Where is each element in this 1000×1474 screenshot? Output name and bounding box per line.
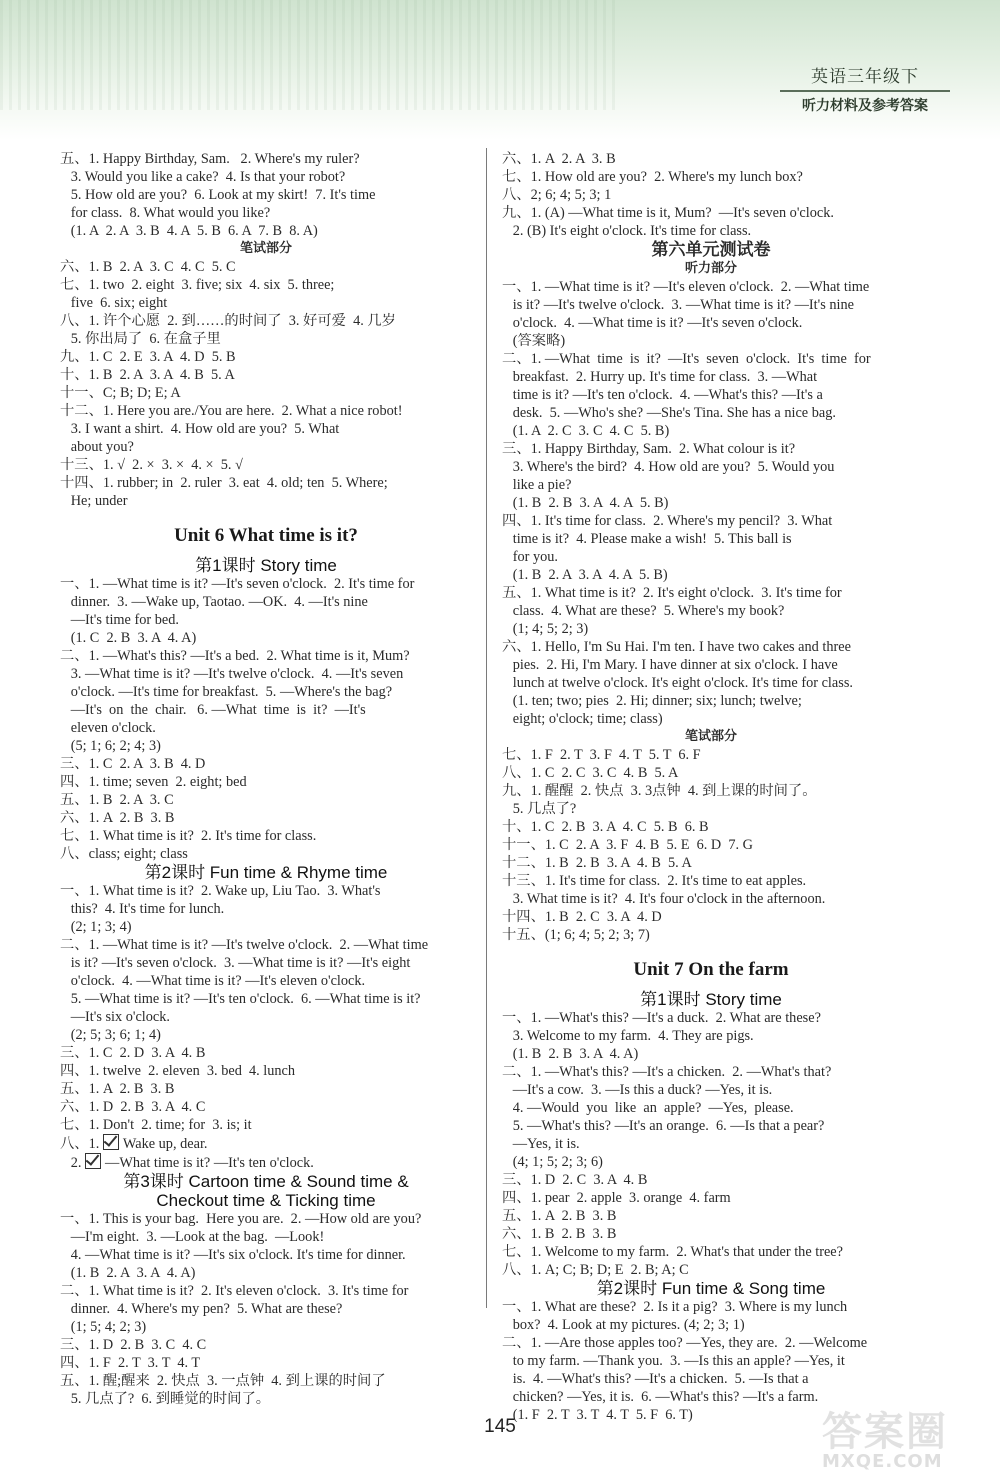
answer-line: 二、1. What time is it? 2. It's eleven o'clock. 3. It's time for xyxy=(60,1283,409,1299)
answer-line: 九、1. C 2. E 3. A 4. D 5. B xyxy=(60,349,236,365)
answer-line: for you. xyxy=(502,549,558,565)
answer-line: 六、1. A 2. B 3. B xyxy=(60,810,175,826)
answer-line: 十三、1. √ 2. × 3. × 4. × 5. √ xyxy=(60,457,243,473)
answer-line: 二、1. —What's this? —It's a chicken. 2. —What's that? xyxy=(502,1064,832,1080)
answer-line: 五、1. 醒;醒来 2. 快点 3. 一点钟 4. 到上课的时间了 xyxy=(60,1373,386,1389)
answer-line: this? 4. It's time for lunch. xyxy=(60,901,225,917)
unit-heading: Unit 7 On the farm xyxy=(633,959,789,980)
answer-line: 3. —What time is it? —It's twelve o'clock. 4. —It's seven xyxy=(60,666,404,682)
checkmark-box-icon xyxy=(103,1134,119,1150)
answer-line: 七、1. Welcome to my farm. 2. What's that under the tree? xyxy=(502,1244,844,1260)
answer-line: breakfast. 2. Hurry up. It's time for class. 3. —What xyxy=(502,369,818,385)
answer-text: —What time is it? —It's ten o'clock. xyxy=(105,1155,314,1171)
answer-line: 4. —What time is it? —It's six o'clock. It's time for dinner. xyxy=(60,1247,406,1263)
answer-line: (1. F 2. T 3. T 4. T 5. F 6. T) xyxy=(502,1407,693,1423)
answer-line: 六、1. B 2. A 3. C 4. C 5. C xyxy=(60,259,236,275)
answer-line: desk. 5. —Who's she? —She's Tina. She has a nice bag. xyxy=(502,405,836,421)
answer-line: 5. 几点了? 6. 到睡觉的时间了。 xyxy=(60,1391,271,1407)
answer-line: chicken? —Yes, it is. 6. —What's this? —It's a farm. xyxy=(502,1389,819,1405)
answer-line: (5; 1; 6; 2; 4; 3) xyxy=(60,738,161,754)
answer-line: 八、1. A; C; B; D; E 2. B; A; C xyxy=(502,1262,689,1278)
answer-line: 三、1. D 2. C 3. A 4. B xyxy=(502,1172,648,1188)
answer-text: Wake up, dear. xyxy=(122,1136,208,1152)
unit-heading: Unit 6 What time is it? xyxy=(174,525,358,546)
answer-line: 十、1. C 2. B 3. A 4. C 5. B 6. B xyxy=(502,819,709,835)
section-heading: 笔试部分 xyxy=(684,729,737,744)
answer-line-checked xyxy=(60,1153,472,1172)
answer-line: is. 4. —What's this? —It's a chicken. 5. —Is that a xyxy=(502,1371,809,1387)
answer-line: lunch at twelve o'clock. It's eight o'clock. It's time for class. xyxy=(502,675,853,691)
answer-line: 二、1. —What's this? —It's a bed. 2. What time is it, Mum? xyxy=(60,648,410,664)
watermark-mark: 答案圈 xyxy=(822,1409,948,1455)
answer-line-checked xyxy=(60,1134,472,1153)
answer-line: 一、1. —What time is it? —It's eleven o'clock. 2. —What time xyxy=(502,279,870,295)
answer-line: 九、1. 醒醒 2. 快点 3. 3点钟 4. 到上课的时间了。 xyxy=(502,783,817,799)
answer-line: —Yes, it is. xyxy=(502,1136,580,1152)
answer-line: 十四、1. B 2. C 3. A 4. D xyxy=(502,909,662,925)
answer-line: 3. I want a shirt. 4. How old are you? 5. What xyxy=(60,421,340,437)
answer-line: (1; 5; 4; 2; 3) xyxy=(60,1319,147,1335)
answer-line: —It's time for bed. xyxy=(60,612,179,628)
answer-line: 3. Where's the bird? 4. How old are you? 5. Would you xyxy=(502,459,835,475)
answer-line: 五、1. A 2. B 3. B xyxy=(60,1081,175,1097)
answer-line: 四、1. F 2. T 3. T 4. T xyxy=(60,1355,201,1371)
answer-line: o'clock. 4. —What time is it? —It's eleven o'clock. xyxy=(60,973,366,989)
answer-line: 七、1. How old are you? 2. Where's my lunch box? xyxy=(502,169,803,185)
answer-line: 七、1. What time is it? 2. It's time for class. xyxy=(60,828,317,844)
answer-line: 六、1. Hello, I'm Su Hai. I'm ten. I have two cakes and three xyxy=(502,639,851,655)
answer-line: (1. C 2. B 3. A 4. A) xyxy=(60,630,197,646)
answer-line: o'clock. 4. —What time is it? —It's seven o'clock. xyxy=(502,315,803,331)
answer-line: to my farm. —Thank you. 3. —Is this an apple? —Yes, it xyxy=(502,1353,845,1369)
page-number: 145 xyxy=(484,1416,516,1437)
answer-line: five 6. six; eight xyxy=(60,295,168,311)
answer-line: 二、1. —What time is it? —It's seven o'clock. It's time for xyxy=(502,351,871,367)
answer-line: 九、1. (A) —What time is it, Mum? —It's seven o'clock. xyxy=(502,205,834,221)
answer-line: 二、1. —Are those apples too? —Yes, they are. 2. —Welcome xyxy=(502,1335,868,1351)
lesson-heading: 第2课时 Fun time & Rhyme time xyxy=(144,863,388,882)
lesson-heading: 第1课时 Story time xyxy=(195,556,337,575)
answer-line: 六、1. B 2. B 3. B xyxy=(502,1226,617,1242)
answer-line: 3. What time is it? 4. It's four o'clock in the afternoon. xyxy=(502,891,826,907)
answer-line: 十二、1. B 2. B 3. A 4. B 5. A xyxy=(502,855,692,871)
header-subject: 英语三年级下 xyxy=(811,67,919,86)
answer-line: dinner. 4. Where's my pen? 5. What are these? xyxy=(60,1301,343,1317)
answer-line: pies. 2. Hi, I'm Mary. I have dinner at six o'clock. I have xyxy=(502,657,838,673)
answer-line: 4. —Would you like an apple? —Yes, please. xyxy=(502,1100,794,1116)
answer-line: about you? xyxy=(60,439,134,455)
answer-line: 十一、1. C 2. A 3. F 4. B 5. E 6. D 7. G xyxy=(502,837,754,853)
column-divider xyxy=(486,148,487,1308)
section-heading: 听力部分 xyxy=(684,261,737,276)
answer-line: (4; 1; 5; 2; 3; 6) xyxy=(502,1154,603,1170)
answer-line: 十三、1. It's time for class. 2. It's time to eat apples. xyxy=(502,873,807,889)
answer-line: 四、1. time; seven 2. eight; bed xyxy=(60,774,247,790)
answer-line: (1. B 2. B 3. A 4. A 5. B) xyxy=(502,495,669,511)
answer-line: (答案略) xyxy=(502,333,566,349)
answer-line: 三、1. Happy Birthday, Sam. 2. What colour is it? xyxy=(502,441,796,457)
answer-line: 一、1. What time is it? 2. Wake up, Liu Tao. 3. What's xyxy=(60,883,381,899)
answer-line: is it? —It's twelve o'clock. 3. —What time is it? —It's nine xyxy=(502,297,854,313)
answer-line: time is it? 4. Please make a wish! 5. This ball is xyxy=(502,531,792,547)
answer-line: —It's six o'clock. xyxy=(60,1009,170,1025)
right-column xyxy=(502,150,920,1424)
answer-line: for class. 8. What would you like? xyxy=(60,205,271,221)
answer-line: 十五、(1; 6; 4; 5; 2; 3; 7) xyxy=(502,927,650,943)
answer-line: 十、1. B 2. A 3. A 4. B 5. A xyxy=(60,367,235,383)
answer-line: 5. 你出局了 6. 在盒子里 xyxy=(60,331,221,347)
answer-line: (1. A 2. A 3. B 4. A 5. B 6. A 7. B 8. A) xyxy=(60,223,318,239)
lesson-heading: 第1课时 Story time xyxy=(640,990,782,1009)
answer-line: 八、1. 许个心愿 2. 到……的时间了 3. 好可爱 4. 几岁 xyxy=(60,313,396,329)
answer-line: 三、1. D 2. B 3. C 4. C xyxy=(60,1337,207,1353)
watermark-logo xyxy=(822,1400,972,1470)
answer-line: 五、1. Happy Birthday, Sam. 2. Where's my ruler? xyxy=(60,151,360,167)
answer-line: 三、1. C 2. A 3. B 4. D xyxy=(60,756,206,772)
answer-line: 一、1. What are these? 2. Is it a pig? 3. Where is my lunch xyxy=(502,1299,848,1315)
answer-line: 八、1. C 2. C 3. C 4. B 5. A xyxy=(502,765,679,781)
answer-line: 5. How old are you? 6. Look at my skirt! 7. It's time xyxy=(60,187,376,203)
answer-line: dinner. 3. —Wake up, Taotao. —OK. 4. —It's nine xyxy=(60,594,368,610)
answer-line: 十二、1. Here you are./You are here. 2. What a nice robot! xyxy=(60,403,403,419)
answer-line: 四、1. twelve 2. eleven 3. bed 4. lunch xyxy=(60,1063,296,1079)
answer-line: 七、1. Don't 2. time; for 3. is; it xyxy=(60,1117,252,1133)
answer-prefix: 2. xyxy=(60,1155,86,1171)
answer-line: 六、1. A 2. A 3. B xyxy=(502,151,616,167)
left-column xyxy=(60,150,472,1408)
answer-line: 七、1. two 2. eight 3. five; six 4. six 5. three; xyxy=(60,277,335,293)
answer-line: 一、1. This is your bag. Here you are. 2. —How old are you? xyxy=(60,1211,422,1227)
answer-line: (1. B 2. A 3. A 4. A) xyxy=(60,1265,196,1281)
answer-line: eight; o'clock; time; class) xyxy=(502,711,663,727)
answer-line: is it? —It's seven o'clock. 3. —What time is it? —It's eight xyxy=(60,955,411,971)
answer-line: (1. B 2. A 3. A 4. A 5. B) xyxy=(502,567,668,583)
answer-line: (1. ten; two; pies 2. Hi; dinner; six; lunch; twelve; xyxy=(502,693,802,709)
lesson-heading: 第2课时 Fun time & Song time xyxy=(596,1279,826,1298)
answer-line: 八、2; 6; 4; 5; 3; 1 xyxy=(502,187,612,203)
answer-line: 八、class; eight; class xyxy=(60,846,188,862)
answer-line: 2. (B) It's eight o'clock. It's time for class. xyxy=(502,223,752,239)
section-heading: 笔试部分 xyxy=(239,241,292,256)
answer-line: 五、1. What time is it? 2. It's eight o'clock. 3. It's time for xyxy=(502,585,842,601)
answer-line: 5. 几点了? xyxy=(502,801,577,817)
answer-line: box? 4. Look at my pictures. (4; 2; 3; 1) xyxy=(502,1317,745,1333)
answer-line: 二、1. —What time is it? —It's twelve o'clock. 2. —What time xyxy=(60,937,429,953)
answer-line: —I'm eight. 3. —Look at the bag. —Look! xyxy=(60,1229,325,1245)
answer-line: —It's on the chair. 6. —What time is it? —It's xyxy=(60,702,366,718)
answer-line: 五、1. A 2. B 3. B xyxy=(502,1208,617,1224)
answer-line: 三、1. C 2. D 3. A 4. B xyxy=(60,1045,206,1061)
answer-line: 3. Welcome to my farm. 4. They are pigs. xyxy=(502,1028,754,1044)
answer-line: time is it? —It's ten o'clock. 4. —What's this? —It's a xyxy=(502,387,823,403)
answer-line: eleven o'clock. xyxy=(60,720,156,736)
answer-line: 五、1. B 2. A 3. C xyxy=(60,792,174,808)
answer-line: (2; 1; 3; 4) xyxy=(60,919,132,935)
watermark-url: MXQE.COM xyxy=(822,1451,943,1472)
answer-line: class. 4. What are these? 5. Where's my book? xyxy=(502,603,785,619)
answer-line: He; under xyxy=(60,493,128,509)
answer-line: o'clock. —It's time for breakfast. 5. —Where's the bag? xyxy=(60,684,393,700)
answer-line: —It's a cow. 3. —Is this a duck? —Yes, it is. xyxy=(502,1082,773,1098)
answer-line: 四、1. pear 2. apple 3. orange 4. farm xyxy=(502,1190,731,1206)
answer-line: like a pie? xyxy=(502,477,572,493)
answer-line: (1. B 2. B 3. A 4. A) xyxy=(502,1046,639,1062)
answer-line: (2; 5; 3; 6; 1; 4) xyxy=(60,1027,161,1043)
answer-line: 一、1. —What time is it? —It's seven o'clock. 2. It's time for xyxy=(60,576,415,592)
answer-line: 一、1. —What's this? —It's a duck. 2. What are these? xyxy=(502,1010,821,1026)
answer-line: 十四、1. rubber; in 2. ruler 3. eat 4. old; ten 5. Where; xyxy=(60,475,388,491)
answer-line: (1. A 2. C 3. C 4. C 5. B) xyxy=(502,423,670,439)
answer-line: 六、1. D 2. B 3. A 4. C xyxy=(60,1099,206,1115)
answer-line: 5. —What's this? —It's an orange. 6. —Is that a pear? xyxy=(502,1118,825,1134)
header-rule xyxy=(780,90,950,92)
test-title: 第六单元测试卷 xyxy=(651,240,771,260)
answer-line: 七、1. F 2. T 3. F 4. T 5. T 6. F xyxy=(502,747,701,763)
page-header xyxy=(780,62,950,115)
answer-line: 3. Would you like a cake? 4. Is that your robot? xyxy=(60,169,346,185)
answer-line: 四、1. It's time for class. 2. Where's my pencil? 3. What xyxy=(502,513,833,529)
checkmark-box-icon xyxy=(85,1153,101,1169)
answer-prefix: 八、1. xyxy=(60,1136,103,1152)
answer-line: (1; 4; 5; 2; 3) xyxy=(502,621,589,637)
lesson-heading: 第3课时 Cartoon time & Sound time & xyxy=(123,1172,409,1191)
header-subtitle: 听力材料及参考答案 xyxy=(802,98,928,114)
answer-line: 十一、C; B; D; E; A xyxy=(60,385,181,401)
answer-line: 5. —What time is it? —It's ten o'clock. 6. —What time is it? xyxy=(60,991,421,1007)
lesson-heading: Checkout time & Ticking time xyxy=(156,1191,376,1210)
